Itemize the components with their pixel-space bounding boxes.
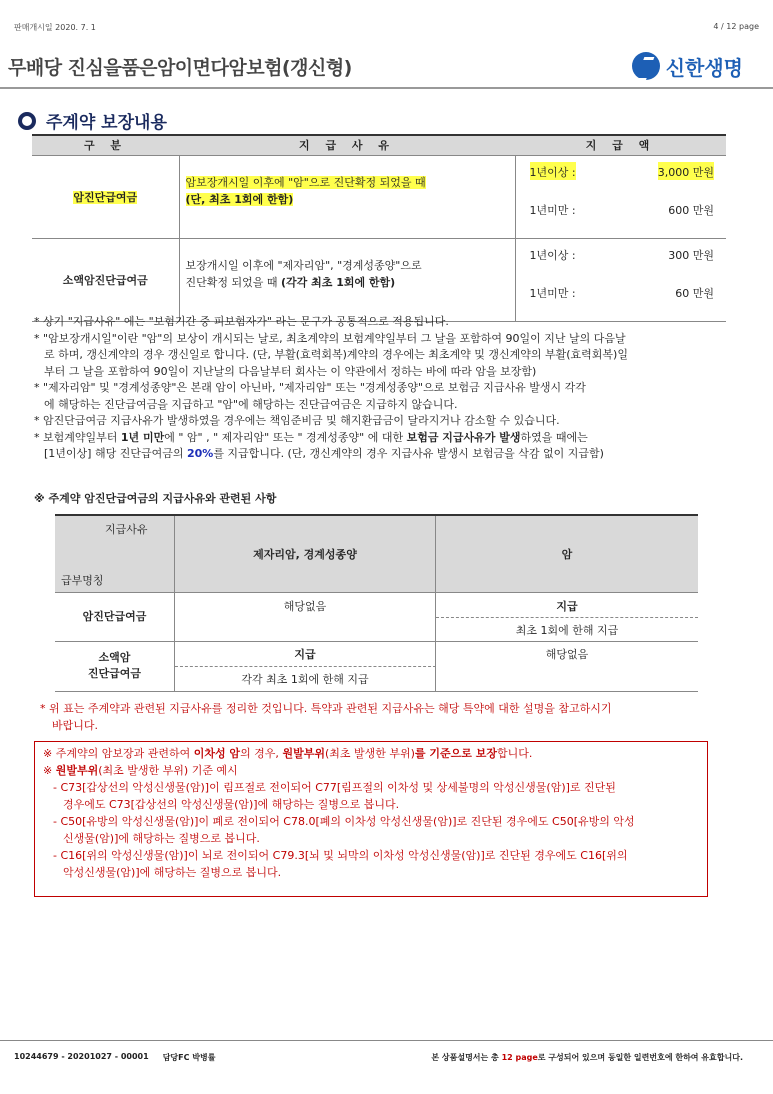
note-line: 로 하며, 갱신계약의 경우 갱신일로 합니다. (단, 부활(효력회복)계약의 경우에는 최초계약 및 갱신계약의 부활(효력회복)일 xyxy=(44,348,628,361)
column-header: 암 xyxy=(561,548,573,561)
page-footer xyxy=(14,1052,743,1063)
footer-divider xyxy=(0,1040,773,1041)
table-row xyxy=(32,238,726,321)
payment-reason-table xyxy=(55,514,698,692)
corner-label-top: 지급사유 xyxy=(105,523,148,536)
document-title: 무배당 진심을품은암이면다암보험(갱신형) xyxy=(8,56,352,79)
amount-row xyxy=(530,162,715,200)
row-label: 암진단급여금 xyxy=(82,610,147,623)
note-line: 부터 그 날을 포함하여 90일이 지난날의 다음날부터 회사는 이 약관에서 정하는 바에 따라 암을 보장함) xyxy=(44,364,537,378)
benefit-name: 암진단급여금 xyxy=(73,190,138,204)
reason-limit: (각각 최초 1회에 한함) xyxy=(281,275,396,289)
table-cell: 지급 xyxy=(556,600,578,613)
amount-value: 300 만원 xyxy=(668,248,714,262)
note-emphasis: 1년 미만 xyxy=(120,430,165,444)
agent-name: 담당FC 박병률 xyxy=(162,1053,216,1062)
footer-left xyxy=(14,1052,215,1063)
amount-label: 1년미만 : xyxy=(529,286,576,300)
table-cell: 해당없음 xyxy=(545,648,589,661)
reason-cell xyxy=(179,155,515,238)
note-text: 에 " 암" , " 제자리암" 또는 " 경계성종양" 에 대한 xyxy=(164,430,407,444)
footer-text: 본 상품설명서는 총 xyxy=(431,1053,502,1062)
box-line: 경우에도 C73[갑상선의 악성신생물(암)]에 해당하는 질병으로 봅니다. xyxy=(63,798,400,811)
reason-line: 암보장개시일 이후에 "암"으로 진단확정 되었을 때 xyxy=(185,175,426,189)
box-text: 의 경우, xyxy=(240,747,283,760)
table-row xyxy=(32,155,726,238)
box-line: - C50[유방의 악성신생물(암)]이 폐로 전이되어 C78.0[폐의 이차성 악성신생물(암)]로 진단된 경우에도 C50[유방의 악성 xyxy=(53,815,635,828)
box-line: 신생물(암)]에 해당하는 질병으로 봅니다. xyxy=(63,832,260,845)
note-line: * "제자리암" 및 "경계성종양"은 본래 암이 아닌바, "제자리암" 또는 "경계성종양"으로 보험금 지급사유 발생시 각각 xyxy=(34,381,586,394)
box-emphasis: 원발부위 xyxy=(282,747,325,760)
header-reason: 지 급 사 유 xyxy=(179,135,515,155)
table-cell: 최초 1회에 한해 지급 xyxy=(515,624,619,637)
serial-number: 10244679 - 20201027 - 00001 xyxy=(14,1052,149,1061)
amount-label: 1년이상 : xyxy=(529,248,576,262)
box-line: 악성신생물(암)]에 해당하는 질병으로 봅니다. xyxy=(63,866,282,879)
reason-cell xyxy=(179,238,515,321)
note-line: 에 해당하는 진단급여금을 지급하고 "암"에 해당하는 진단급여금은 지급하지 않습니다. xyxy=(44,397,458,411)
box-line: - C16[위의 악성신생물(암)]이 뇌로 전이되어 C79.3[뇌 및 뇌막의 이차성 악성신생물(암)]로 진단된 경우에도 C16[위의 xyxy=(53,849,628,862)
header-amount: 지 급 액 xyxy=(515,135,726,155)
box-emphasis: 원발부위 xyxy=(55,764,99,777)
amount-row xyxy=(530,200,715,238)
box-text: (최초 발생한 부위) 기준 예시 xyxy=(98,764,238,777)
note-line xyxy=(34,446,734,463)
reason-line: 진단확정 되었을 때 xyxy=(185,275,281,289)
note-line: * 암진단급여금 지급사유가 발생하였을 경우에는 책임준비금 및 해지환급금이 달라지거나 감소할 수 있습니다. xyxy=(34,414,560,427)
note-line xyxy=(34,430,734,447)
table-cell: 지급 xyxy=(294,648,316,661)
brand-name: 신한생명 xyxy=(665,55,743,80)
brand-logo xyxy=(632,52,743,81)
dashed-divider xyxy=(436,617,698,618)
box-text: 합니다. xyxy=(496,747,533,760)
secondary-cancer-box xyxy=(34,741,708,897)
header-divider xyxy=(0,87,773,89)
brand-emblem-icon xyxy=(632,52,660,80)
box-text: ※ xyxy=(43,764,56,777)
note-text: * 보험계약일부터 xyxy=(34,430,121,444)
column-header: 제자리암, 경계성종양 xyxy=(253,548,357,561)
footer-page-count: 12 page xyxy=(501,1053,538,1062)
footer-right xyxy=(431,1052,743,1063)
header-category: 구 분 xyxy=(32,135,179,155)
coverage-table-header xyxy=(32,135,726,155)
note-emphasis: 보험금 지급사유가 발생 xyxy=(406,430,521,444)
benefit-name-cell xyxy=(32,238,179,321)
box-emphasis: 를 기준으로 보장 xyxy=(414,747,497,760)
row-divider xyxy=(55,641,698,642)
row-label-line: 소액암 xyxy=(98,651,131,664)
note-text: 를 지급합니다. (단, 갱신계약의 경우 지급사유 발생시 보험금을 삭감 없이 지급함) xyxy=(213,447,604,460)
amount-cell xyxy=(515,238,726,321)
box-text: (최초 발생한 부위) xyxy=(324,747,415,760)
section-title: 주계약 보장내용 xyxy=(46,113,167,133)
amount-label: 1년미만 : xyxy=(529,203,576,217)
dashed-divider xyxy=(175,666,436,667)
table-cell: 해당없음 xyxy=(283,600,327,613)
document-header xyxy=(8,48,743,84)
note-line: * 위 표는 주계약과 관련된 지급사유를 정리한 것입니다. 특약과 관련된 지급사유는 해당 특약에 대한 설명을 참고하시기 xyxy=(40,702,612,715)
amount-value: 600 만원 xyxy=(668,203,714,217)
note-text: [1년이상] 해당 진단급여금의 xyxy=(44,447,187,460)
red-note xyxy=(40,700,720,734)
box-text: ※ 주계약의 암보장과 관련하여 xyxy=(43,747,194,760)
reason-line: 보장개시일 이후에 "제자리암", "경계성종양"으로 xyxy=(185,258,422,272)
sub-section-title: ※ 주계약 암진단급여금의 지급사유와 관련된 사항 xyxy=(34,492,277,505)
amount-cell xyxy=(515,155,726,238)
corner-label-bottom: 급부명칭 xyxy=(61,574,104,587)
section-heading xyxy=(18,108,167,133)
amount-row xyxy=(530,245,715,283)
coverage-table xyxy=(32,134,726,322)
benefit-name-cell xyxy=(32,155,179,238)
amount-value: 60 만원 xyxy=(675,286,714,300)
note-text: 하였을 때에는 xyxy=(520,430,588,444)
top-line xyxy=(14,22,759,33)
table-cell: 각각 최초 1회에 한해 지급 xyxy=(241,673,369,686)
note-line: 바랍니다. xyxy=(52,719,99,732)
row-label-line: 진단급여금 xyxy=(87,667,142,680)
page-indicator: 4 / 12 page xyxy=(713,22,759,31)
note-line: * "암보장개시일"이란 "암"의 보상이 개시되는 날로, 최초계약의 보험계약일부터 그 날을 포함하여 90일이 지난 날의 다음날 xyxy=(34,331,626,345)
note-percent: 20% xyxy=(186,447,214,460)
box-line: - C73[갑상선의 악성신생물(암)]이 림프절로 전이되어 C77[림프절의 이차성 및 상세불명의 악성신생물(암)]로 진단된 xyxy=(53,781,616,794)
row-divider xyxy=(55,592,698,593)
amount-label: 1년이상 : xyxy=(530,162,576,180)
box-line xyxy=(43,745,699,762)
row-label xyxy=(55,650,174,682)
reason-line: (단, 최초 1회에 한함) xyxy=(185,192,294,206)
note-line: * 상기 "지급사유" 에는 "보험기간 중 피보험자가" 라는 문구가 공통적으로 적용됩니다. xyxy=(34,315,449,328)
amount-value: 3,000 만원 xyxy=(658,162,714,180)
benefit-name: 소액암진단급여금 xyxy=(62,273,148,287)
ring-bullet-icon xyxy=(18,112,36,130)
box-line xyxy=(43,762,699,779)
release-date: 판매개시일 2020. 7. 1 xyxy=(14,23,96,32)
box-emphasis: 이차성 암 xyxy=(193,747,241,760)
footer-text: 로 구성되어 있으며 동일한 일련번호에 한하여 유효합니다. xyxy=(537,1053,743,1062)
notes-block xyxy=(34,314,734,463)
